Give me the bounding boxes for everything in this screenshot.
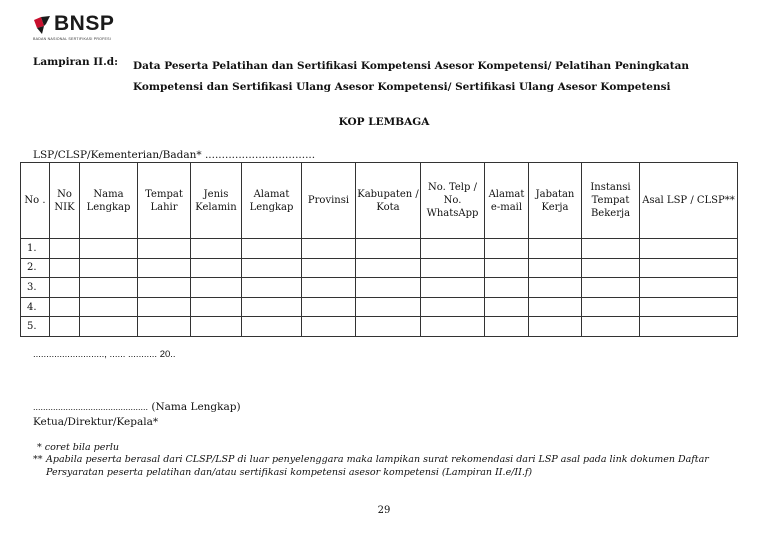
header-nik: No NIK — [50, 163, 80, 239]
lsp-line: LSP/CLSP/Kementerian/Badan* ................................. — [33, 149, 316, 161]
lampiran-label: Lampiran II.d: — [33, 56, 118, 68]
lampiran-title-line-1: Data Peserta Pelatihan dan Sertifikasi Kompetensi Asesor Kompetensi/ Pelatihan Peningkatan — [133, 60, 690, 72]
table-row — [21, 258, 738, 278]
header-asal-lsp: Asal LSP / CLSP** — [640, 163, 738, 239]
signature-dots: .............................................. — [33, 402, 149, 412]
kop-lembaga-heading: KOP LEMBAGA — [338, 116, 430, 128]
date-line: ..........................., ...... ........... 20.. — [33, 349, 176, 360]
page-number: 29 — [377, 505, 391, 516]
header-instansi: Instansi Tempat Bekerja — [582, 163, 640, 239]
lampiran-title-line-2: Kompetensi dan Sertifikasi Ulang Asesor Kompetensi/ Sertifikasi Ulang Asesor Kompetensi — [133, 81, 671, 93]
header-alamat: Alamat Lengkap — [242, 163, 302, 239]
row-number: 5. — [21, 317, 50, 337]
table-row — [21, 278, 738, 298]
bnsp-emblem-icon — [32, 14, 54, 36]
row-number: 4. — [21, 297, 50, 317]
header-jenis-kelamin: Jenis Kelamin — [191, 163, 242, 239]
header-nama: Nama Lengkap — [80, 163, 138, 239]
header-email: Alamat e-mail — [485, 163, 529, 239]
footnote-2-mark: ** — [33, 454, 43, 465]
header-provinsi: Provinsi — [302, 163, 356, 239]
table-row — [21, 317, 738, 337]
signature-name-label: (Nama Lengkap) — [151, 401, 241, 413]
footnote-2-line-1: Apabila peserta berasal dari CLSP/LSP di luar penyelenggara maka lampikan surat rekomendasi dari LSP asal pada link dokumen Daftar — [46, 454, 709, 465]
row-number: 2. — [21, 258, 50, 278]
footnote-2 — [33, 454, 753, 479]
signature-name-line — [33, 401, 241, 413]
header-no: No . — [21, 163, 50, 239]
row-number: 3. — [21, 278, 50, 298]
participant-table — [20, 162, 738, 337]
table-row — [21, 297, 738, 317]
table-header-row — [21, 163, 738, 239]
row-number: 1. — [21, 239, 50, 259]
logo-subtitle: BADAN NASIONAL SERTIFIKASI PROFESI — [33, 37, 111, 41]
logo-wordmark: BNSP — [54, 12, 115, 35]
footnote-2-line-2: Persyaratan peserta pelatihan dan/atau sertifikasi kompetensi asesor kompetensi (Lampiran II.e/II.f) — [46, 466, 533, 478]
table-row — [21, 239, 738, 259]
signature-role: Ketua/Direktur/Kepala* — [33, 416, 159, 428]
header-tempat-lahir: Tempat Lahir — [138, 163, 191, 239]
header-telp: No. Telp / No. WhatsApp — [421, 163, 485, 239]
lampiran-title — [133, 56, 733, 98]
header-jabatan: Jabatan Kerja — [529, 163, 582, 239]
bnsp-logo — [32, 12, 132, 44]
header-kabupaten: Kabupaten / Kota — [356, 163, 421, 239]
footnote-1: * coret bila perlu — [37, 442, 120, 453]
